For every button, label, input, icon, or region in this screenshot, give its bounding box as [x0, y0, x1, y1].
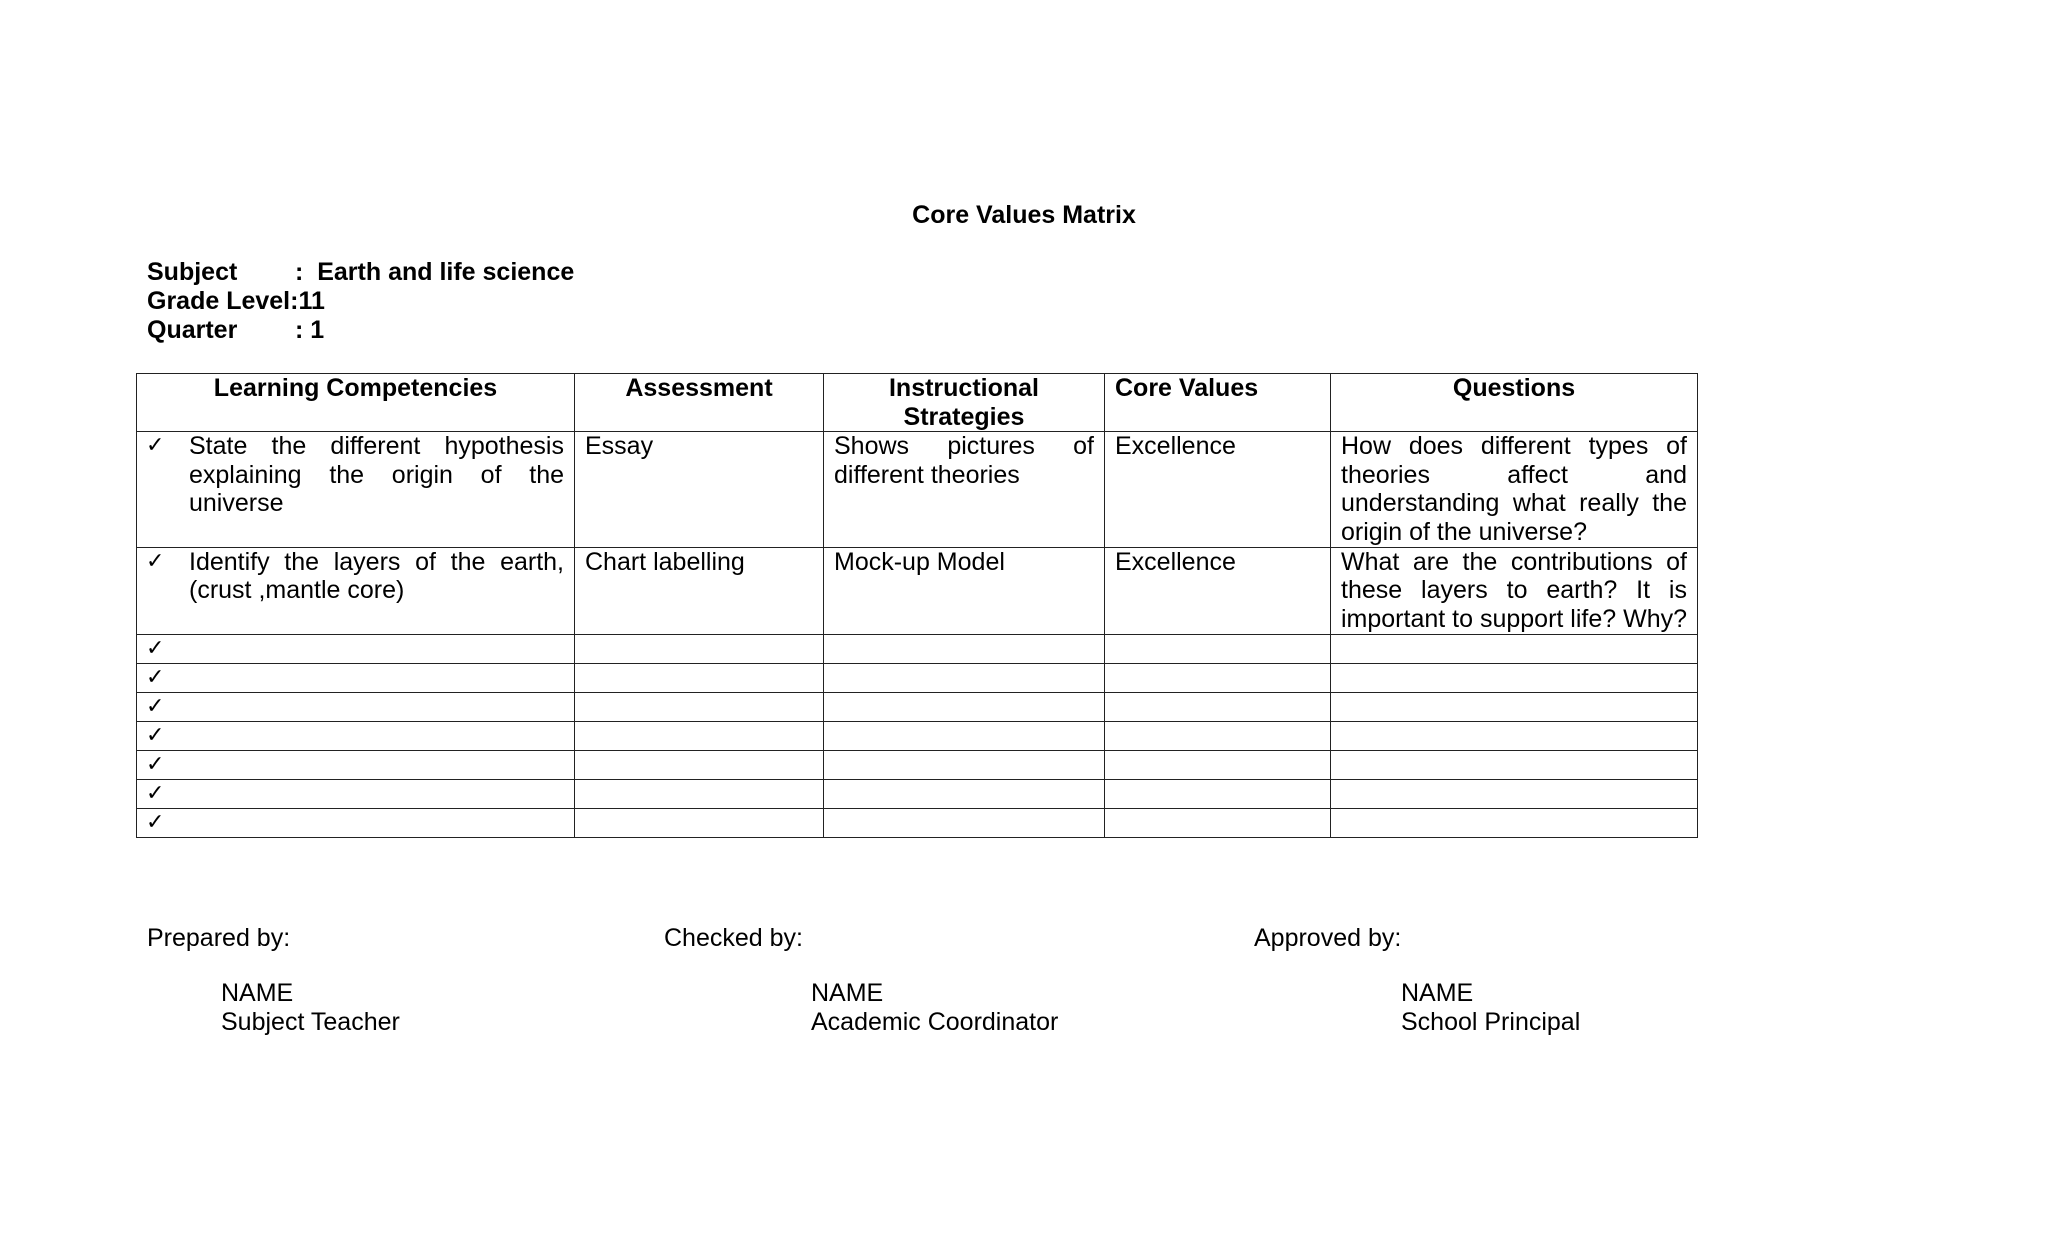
check-mark-icon: ✓ — [146, 780, 165, 806]
subject-row — [147, 258, 574, 287]
competency-cell — [137, 634, 575, 663]
header-learning-competencies: Learning Competencies — [137, 374, 575, 432]
check-mark-icon: ✓ — [146, 635, 165, 661]
subject-label: Subject — [147, 258, 238, 286]
table-row — [137, 432, 1698, 547]
competency-cell — [137, 547, 575, 634]
empty-table-row — [137, 663, 1698, 692]
empty-table-row — [137, 750, 1698, 779]
empty-table-row — [137, 634, 1698, 663]
check-mark-icon: ✓ — [146, 751, 165, 777]
core-value-cell — [1105, 634, 1331, 663]
strategy-cell: Shows pictures of different theories — [824, 432, 1105, 547]
question-cell — [1331, 663, 1698, 692]
strategy-cell — [824, 808, 1105, 837]
question-cell — [1331, 634, 1698, 663]
approved-by-label: Approved by: — [1254, 924, 1402, 952]
checked-by-role: Academic Coordinator — [811, 1008, 1059, 1036]
question-cell: What are the contributions of these layers to earth? It is important to support life? Why? — [1331, 547, 1698, 634]
checked-by-name: NAME — [811, 979, 884, 1007]
assessment-cell — [575, 808, 824, 837]
empty-table-row — [137, 779, 1698, 808]
competency-cell — [137, 779, 575, 808]
competency-cell — [137, 663, 575, 692]
assessment-cell — [575, 663, 824, 692]
competency-cell — [137, 432, 575, 547]
competency-text: Identify the layers of the earth, (crust ,mantle core) — [189, 547, 564, 605]
question-cell: How does different types of theories affect and understanding what really the origin of the universe? — [1331, 432, 1698, 547]
strategy-cell — [824, 750, 1105, 779]
grade-level-label: Grade Level — [147, 287, 291, 315]
strategy-cell: Mock-up Model — [824, 547, 1105, 634]
strategy-cell — [824, 663, 1105, 692]
table-row — [137, 547, 1698, 634]
competency-cell — [137, 721, 575, 750]
competency-cell — [137, 692, 575, 721]
competency-cell — [137, 750, 575, 779]
check-mark-icon: ✓ — [146, 433, 165, 459]
question-cell — [1331, 721, 1698, 750]
core-value-cell: Excellence — [1105, 547, 1331, 634]
assessment-cell — [575, 779, 824, 808]
empty-table-row — [137, 721, 1698, 750]
checked-by-label: Checked by: — [664, 924, 803, 952]
checked-by-signature — [811, 979, 1058, 1037]
core-values-table — [136, 373, 1698, 838]
quarter-value: : 1 — [295, 316, 325, 344]
assessment-cell — [575, 692, 824, 721]
assessment-cell: Chart labelling — [575, 547, 824, 634]
header-instructional-strategies: Instructional Strategies — [824, 374, 1105, 432]
core-value-cell — [1105, 750, 1331, 779]
prepared-by-name: NAME — [221, 979, 294, 1007]
core-value-cell — [1105, 808, 1331, 837]
check-mark-icon: ✓ — [146, 664, 165, 690]
question-cell — [1331, 692, 1698, 721]
approved-by-role: School Principal — [1401, 1008, 1581, 1036]
approved-by-signature — [1401, 979, 1580, 1037]
core-value-cell — [1105, 721, 1331, 750]
empty-table-row — [137, 692, 1698, 721]
core-value-cell — [1105, 692, 1331, 721]
question-cell — [1331, 808, 1698, 837]
assessment-cell — [575, 721, 824, 750]
competency-cell — [137, 808, 575, 837]
subject-value: : Earth and life science — [295, 258, 575, 286]
table-header-row — [137, 374, 1698, 432]
core-value-cell — [1105, 663, 1331, 692]
grade-level-row — [147, 287, 574, 316]
quarter-label: Quarter — [147, 316, 238, 344]
grade-level-value: :11 — [290, 287, 325, 315]
assessment-cell — [575, 750, 824, 779]
check-mark-icon: ✓ — [146, 548, 165, 574]
question-cell — [1331, 750, 1698, 779]
prepared-by-label: Prepared by: — [147, 924, 291, 952]
quarter-row — [147, 316, 574, 345]
check-mark-icon: ✓ — [146, 722, 165, 748]
prepared-by-signature — [221, 979, 400, 1037]
assessment-cell: Essay — [575, 432, 824, 547]
strategy-cell — [824, 721, 1105, 750]
check-mark-icon: ✓ — [146, 693, 165, 719]
approved-by-name: NAME — [1401, 979, 1474, 1007]
prepared-by-role: Subject Teacher — [221, 1008, 400, 1036]
core-value-cell — [1105, 779, 1331, 808]
header-core-values: Core Values — [1105, 374, 1331, 432]
header-questions: Questions — [1331, 374, 1698, 432]
document-title: Core Values Matrix — [912, 201, 1136, 229]
document-meta — [147, 258, 574, 345]
competency-text: State the different hypothesis explaining the origin of the universe — [189, 432, 564, 518]
strategy-cell — [824, 634, 1105, 663]
empty-table-row — [137, 808, 1698, 837]
core-value-cell: Excellence — [1105, 432, 1331, 547]
strategy-cell — [824, 692, 1105, 721]
strategy-cell — [824, 779, 1105, 808]
check-mark-icon: ✓ — [146, 809, 165, 835]
header-assessment: Assessment — [575, 374, 824, 432]
question-cell — [1331, 779, 1698, 808]
assessment-cell — [575, 634, 824, 663]
